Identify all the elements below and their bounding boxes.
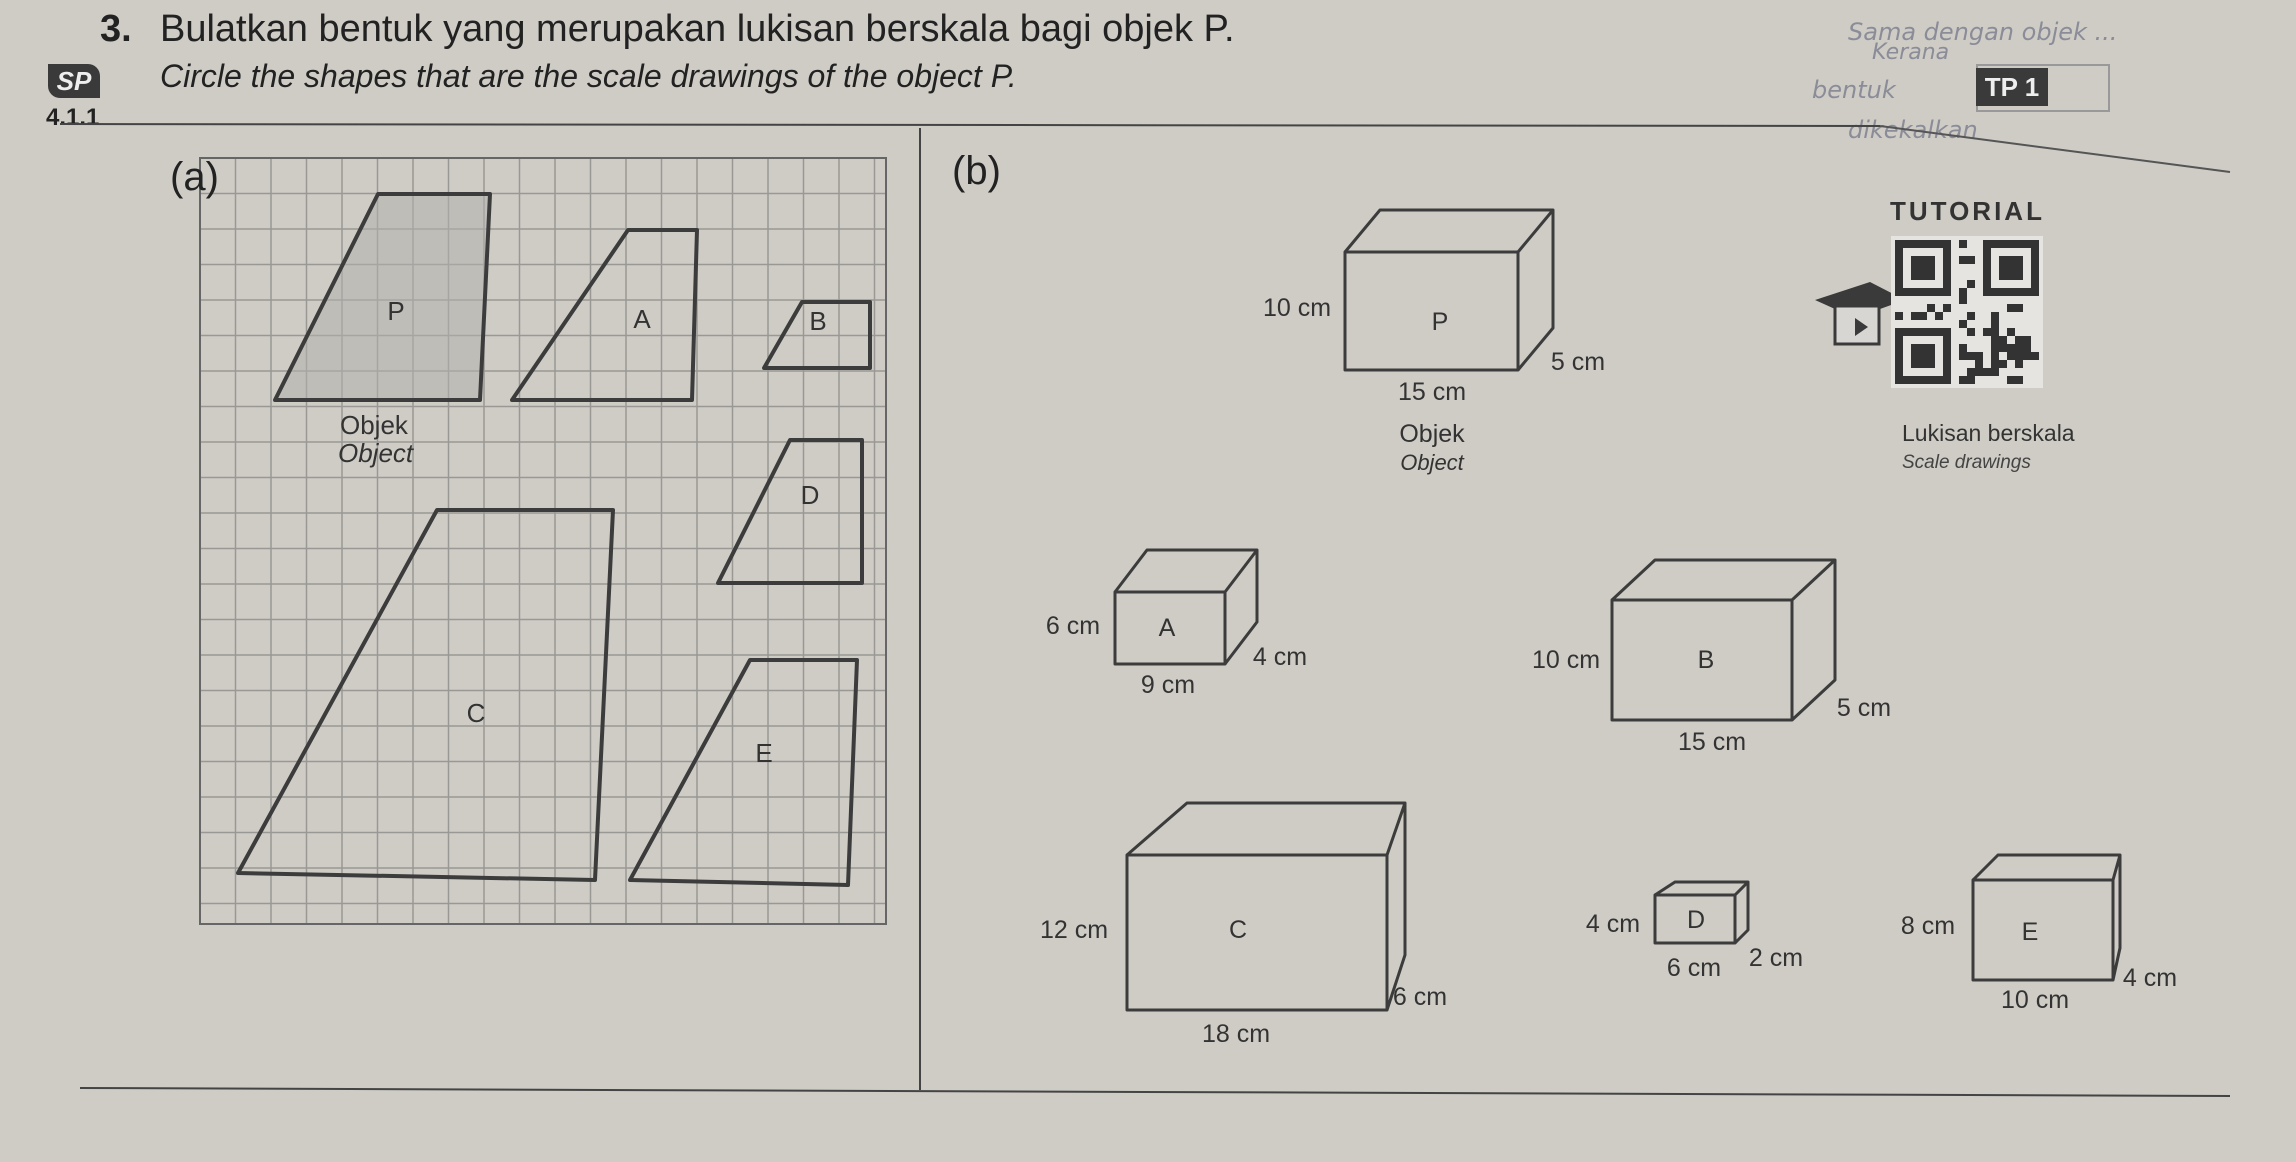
cuboid-p-label: P [1431, 308, 1449, 336]
shape-label-p: P [387, 296, 405, 326]
cuboid-c [1127, 803, 1405, 1010]
cuboid-b-height: 10 cm [1531, 646, 1601, 674]
cuboid-p-length: 15 cm [1397, 378, 1467, 406]
cuboid-d-length: 6 cm [1666, 954, 1722, 982]
cuboid-b-depth: 5 cm [1836, 694, 1892, 722]
cuboid-a [1115, 550, 1257, 664]
object-label-malay-b: Objek [1399, 420, 1465, 448]
shape-label-a: A [633, 304, 651, 334]
qr-code-icon[interactable] [1891, 236, 2043, 388]
cuboid-c-length: 18 cm [1201, 1020, 1271, 1048]
frame-bottom [80, 1088, 2230, 1096]
shape-label-b: B [809, 306, 827, 336]
question-text-malay: Bulatkan bentuk yang merupakan lukisan berskala bagi objek P. [160, 8, 1235, 50]
question-text-english: Circle the shapes that are the scale drawings of the object P. [160, 58, 1017, 94]
cuboid-e-label: E [2021, 918, 2039, 946]
cuboid-c-depth: 6 cm [1392, 983, 1448, 1011]
trapezium-a [512, 230, 697, 400]
part-b-label: (b) [952, 149, 1001, 193]
handwritten-note-4: dikekalkan [1848, 116, 1978, 144]
question-number: 3. [100, 8, 132, 50]
trapezium-d [718, 440, 862, 583]
shape-label-c: C [466, 698, 486, 728]
cuboid-b [1612, 560, 1835, 720]
cuboid-b-length: 15 cm [1677, 728, 1747, 756]
cuboid-e-height: 8 cm [1900, 912, 1956, 940]
sp-badge: SP [48, 64, 100, 98]
cuboid-d-height: 4 cm [1585, 910, 1641, 938]
part-a-label: (a) [170, 155, 219, 199]
cuboid-d-depth: 2 cm [1748, 944, 1804, 972]
trapezium-e [630, 660, 857, 885]
cuboid-e [1973, 855, 2120, 980]
cuboid-e-depth: 4 cm [2122, 964, 2178, 992]
frame-top-left [60, 124, 1880, 126]
object-label-english-a: Object [338, 438, 414, 468]
cuboid-c-label: C [1228, 916, 1248, 944]
cuboid-c-height: 12 cm [1039, 916, 1109, 944]
cuboid-p [1345, 210, 1553, 370]
object-label-english-b: Object [1400, 450, 1464, 475]
handwritten-note-1: Sama dengan objek ... [1848, 18, 2118, 46]
tutorial-title: TUTORIAL [1890, 196, 2045, 226]
handwritten-note-2: Kerana [1872, 40, 1950, 65]
cuboid-a-depth: 4 cm [1252, 643, 1308, 671]
frame-top-right [1880, 126, 2230, 172]
standard-code: 4.1.1 [46, 104, 100, 131]
cuboid-a-length: 9 cm [1140, 671, 1196, 699]
tp-badge: TP 1 [1976, 68, 2048, 106]
cuboid-a-label: A [1158, 614, 1176, 642]
trapezium-c [238, 510, 613, 880]
tutorial-caption-malay: Lukisan berskala [1902, 420, 2075, 446]
tutorial-caption-english: Scale drawings [1902, 452, 2031, 473]
object-label-malay-a: Objek [340, 410, 408, 440]
square-grid [200, 158, 886, 924]
cuboid-b-label: B [1697, 646, 1715, 674]
cuboid-a-height: 6 cm [1045, 612, 1101, 640]
cuboid-p-height: 10 cm [1262, 294, 1332, 322]
handwritten-note-3: bentuk [1812, 76, 1896, 104]
shape-label-e: E [755, 738, 773, 768]
cuboid-d-label: D [1686, 906, 1706, 934]
cuboid-p-depth: 5 cm [1550, 348, 1606, 376]
shape-label-d: D [800, 480, 820, 510]
cuboid-e-length: 10 cm [2000, 986, 2070, 1014]
